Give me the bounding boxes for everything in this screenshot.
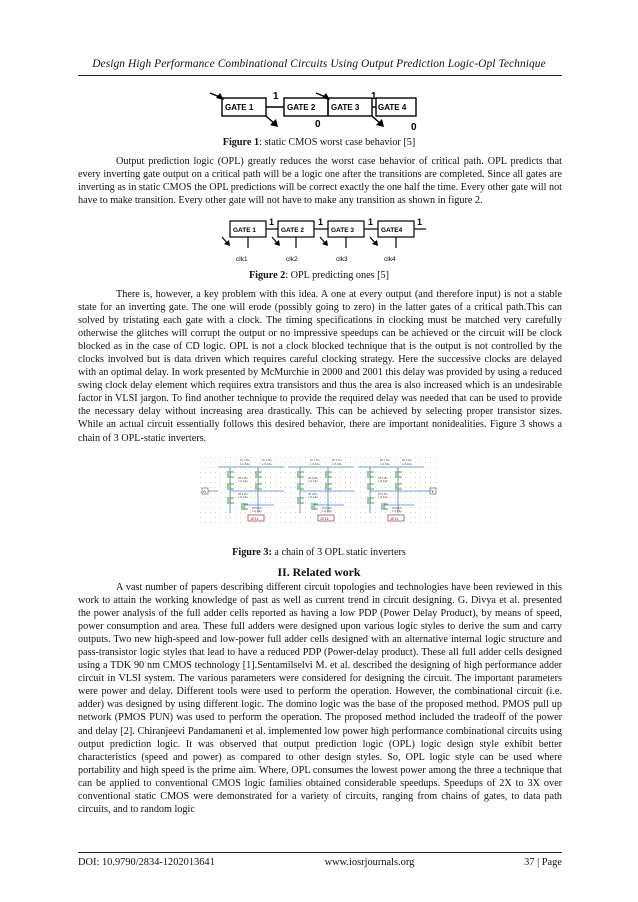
- fig2-gate-1-label: GATE 1: [233, 227, 256, 234]
- paragraph-related-work: [78, 581, 562, 816]
- figure-3-caption-text: a chain of 3 OPL static inverters: [271, 547, 406, 558]
- paragraph-opl-intro-text: Output prediction logic (OPL) greatly reduces the worst case behavior of critical path. OPL predicts that every inverting gate output on a critical path will be a logic one after the transitions are completed. Since all gates are inverting as in static CMOS the OPL predictions will be correct exactly the one half the time. Every other gate will not have to make transition. Every other gate will not have to make any transition as shown in figure 2.: [78, 156, 562, 207]
- figure-2-caption: [0, 270, 638, 281]
- page-footer: [78, 857, 562, 868]
- fig1-arrow-3: [322, 93, 330, 100]
- figure-3-schematic: [198, 455, 440, 527]
- footer-doi: DOI: 10.9790/2834-1202013641: [78, 857, 215, 868]
- figure-3-caption-label: Figure 3:: [232, 547, 272, 558]
- paragraph-opl-problem: [78, 288, 562, 445]
- fig2-value-3: 1: [368, 217, 374, 227]
- fig2-value-4: 1: [417, 217, 423, 227]
- running-header: Design High Performance Combinational Circuits Using Output Prediction Logic-Opl Technique: [92, 58, 546, 70]
- fig1-gate-2-label: GATE 2: [287, 103, 316, 112]
- footer-site: www.iosrjournals.org: [324, 857, 415, 868]
- fig2-gate-2-label: GATE 2: [281, 227, 304, 234]
- paragraph-opl-intro: [78, 155, 562, 207]
- fig1-gate-3-label: GATE 3: [331, 103, 360, 112]
- footer-rule: [78, 852, 562, 853]
- header-rule: [78, 75, 562, 76]
- figure-1-diagram: [206, 89, 424, 131]
- figure-2-diagram: [214, 216, 428, 268]
- fig1-gate-1-label: GATE 1: [225, 103, 254, 112]
- fig3-input-label: A: [203, 489, 207, 494]
- fig1-value-4: 0: [411, 122, 417, 131]
- figure-1-caption-label: Figure 1: [222, 137, 260, 148]
- fig2-clock-4: clk4: [384, 256, 396, 263]
- fig1-value-3: 1: [371, 91, 377, 102]
- fig2-gate-4-label: GATE4: [381, 227, 403, 234]
- fig3-output-label: Y: [431, 489, 435, 494]
- fig2-gate-3-label: GATE 3: [331, 227, 354, 234]
- figure-2-caption-text: : OPL predicting ones [5]: [285, 270, 390, 281]
- footer-page-number: 37 | Page: [524, 857, 562, 868]
- fig1-gate-4-label: GATE 4: [378, 103, 407, 112]
- fig2-value-1: 1: [269, 217, 275, 227]
- paragraph-related-work-text: A vast number of papers describing different circuit topologies and technologies have been reviewed in this work to attain the working knowledge of past as well as current trend in circuit designing. G. Divya et al. presented the power analysis of the full adder cells reported as having a low PDP (Power Delay Product), by means of speed, power consumption and area. These full adders were designed upon various logic styles to derive the sum and carry outputs. Two new high-speed and low-power full adder cells designed with an alternative internal logic structure and pass-transistor logic styles that lead to have a reduced PDP (Power-delay product). These all full adder cells designed using a TDK 90 nm CMOS technology [1].Sentamilselvi M. et al. described the designing of high performance adder circuit in VLSI system. The various parameters were considered for designing the circuit. The important parameters were power and delay. Different tools were used to perform the operation. However, the combinational circuit (i.e. adder) was designed by using different logic. The domino logic was the base of the proposed method. PMOS pull up network (PMOS PUN) was used to perform the operation. The proposed method included the tradeoff of the power and delay [2]. Chiranjeevi Pandamaneni et al. implemented low power high performance combinational circuits using output prediction logic. It was observed that output prediction logic (OPL) logic design style exhibit better characteristics (speed and power) as compared to other design styles. So, OPL logic style can be used where portability and high speed is the prime aim. Where, OPL consumes the lowest power among the three a technique that can be applied to conventional CMOS logic families obtained considerable speedups. Speedups of 2X to 3X over conventional static CMOS were demonstrated for a variety of circuits, ranging from chains of gates, to data path circuits, and to random logic: [78, 582, 562, 815]
- fig2-clock-2: clk2: [286, 256, 298, 263]
- figure-1-caption: [0, 137, 638, 148]
- section-heading-related-work: II. Related work: [277, 565, 361, 579]
- fig1-value-1: 1: [273, 91, 279, 102]
- paragraph-opl-problem-text: There is, however, a key problem with this idea. A one at every output (and therefore input) is not a stable state for an inverting gate. The one will erode (possibly going to zero) in the latter gates of a critical path.This can solved by tristating each gate with a clock. The timing specifications in clocking must be matched very carefully otherwise the glitches will corrupt the output or no impressive speedups can be achieved or the circuit will be clock blocked as in the case of CD logic. OPL is not a clock blocked technique that is the output is not controlled by the clocks involved but is data driven which requires careful clocking strategy. Here the successive clocks are delayed with an optimal delay. In work presented by McMurchie in 2000 and 2001 this delay was provided by using a reduced swing clock delay element which requires extra transistors and thus the area is also increased which is an undesirable factor in VLSI jargon. To find another technique to provide the required delay was needed that can be used to provide the necessary delay without increasing area drastically. This can be achieved by selecting proper transistor sizes. While an actual circuit essentially follows this desired behavior, there are important nonidealities. Figure 3 shows a chain of 3 OPL-static inverters.: [78, 289, 562, 444]
- fig2-clock-1: clk1: [236, 256, 248, 263]
- figure-1-caption-text: : static CMOS worst case behavior [5]: [259, 137, 416, 148]
- fig1-value-2: 0: [315, 119, 321, 130]
- figure-3-caption: [0, 547, 638, 558]
- fig2-clock-3: clk3: [336, 256, 348, 263]
- figure-2-caption-label: Figure 2: [248, 270, 286, 281]
- fig2-value-2: 1: [318, 217, 324, 227]
